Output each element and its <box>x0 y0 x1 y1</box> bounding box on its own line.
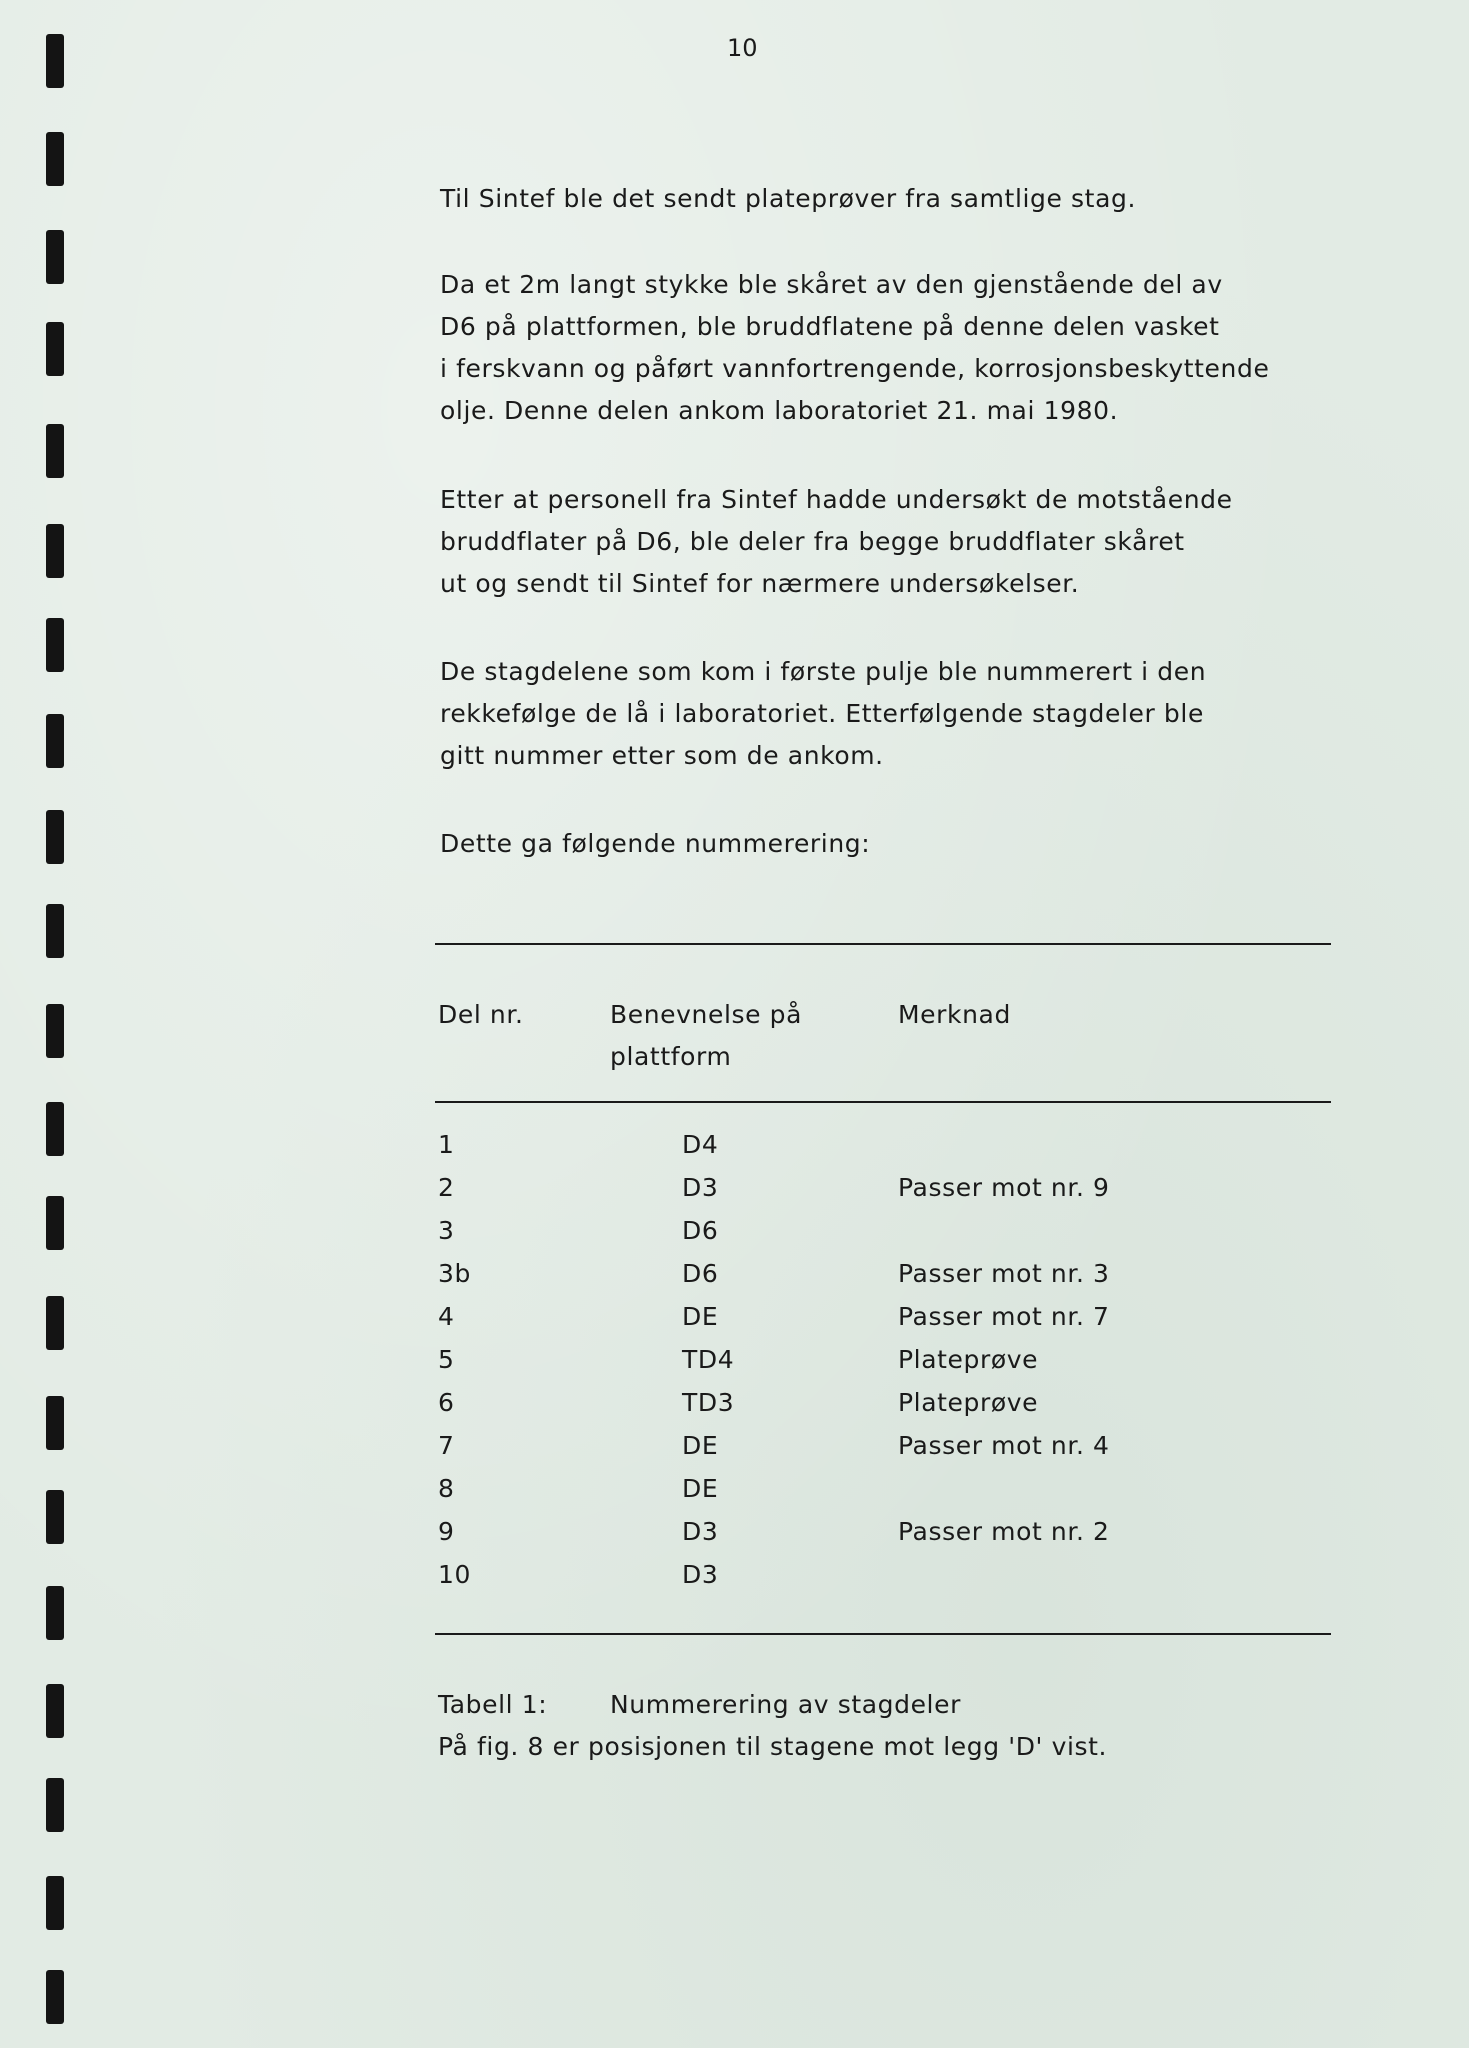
cell-del-nr: 3 <box>438 1216 455 1245</box>
paragraph-line: Etter at personell fra Sintef hadde undersøkt de motstående <box>440 485 1233 514</box>
table-row <box>0 1338 1469 1381</box>
paragraph-line: rekkefølge de lå i laboratoriet. Etterfølgende stagdeler ble <box>440 699 1204 728</box>
binding-hole-mark <box>46 524 64 578</box>
paragraph-line: olje. Denne delen ankom laboratoriet 21. mai 1980. <box>440 396 1119 425</box>
table-row <box>0 1295 1469 1338</box>
paragraph <box>440 823 870 865</box>
table-header-benevnelse <box>610 994 802 1078</box>
cell-merknad: Passer mot nr. 7 <box>898 1302 1110 1331</box>
cell-benevnelse: D4 <box>682 1130 719 1159</box>
table-header-benevnelse-line2: plattform <box>610 1042 732 1071</box>
footnote: På fig. 8 er posisjonen til stagene mot legg 'D' vist. <box>438 1732 1108 1761</box>
table-row <box>0 1510 1469 1553</box>
cell-del-nr: 10 <box>438 1560 472 1589</box>
cell-merknad: Passer mot nr. 2 <box>898 1517 1110 1546</box>
cell-merknad: Plateprøve <box>898 1388 1039 1417</box>
binding-hole-mark <box>46 904 64 958</box>
table-header-rule <box>435 1101 1331 1103</box>
table-header-merknad: Merknad <box>898 1000 1011 1029</box>
table-row <box>0 1166 1469 1209</box>
cell-merknad: Passer mot nr. 3 <box>898 1259 1110 1288</box>
paragraph-line: Da et 2m langt stykke ble skåret av den gjenstående del av <box>440 270 1223 299</box>
cell-del-nr: 3b <box>438 1259 471 1288</box>
binding-hole-mark <box>46 1684 64 1738</box>
cell-merknad: Passer mot nr. 4 <box>898 1431 1110 1460</box>
table-row <box>0 1252 1469 1295</box>
cell-del-nr: 8 <box>438 1474 455 1503</box>
cell-benevnelse: D6 <box>682 1216 719 1245</box>
binding-hole-mark <box>46 230 64 284</box>
binding-hole-mark <box>46 1876 64 1930</box>
paragraph-line: i ferskvann og påført vannfortrengende, korrosjonsbeskyttende <box>440 354 1270 383</box>
table-top-rule <box>435 943 1331 945</box>
cell-benevnelse: D3 <box>682 1517 719 1546</box>
table-header-benevnelse-line1: Benevnelse på <box>610 1000 803 1029</box>
paragraph <box>440 651 1206 777</box>
cell-merknad: Plateprøve <box>898 1345 1039 1374</box>
cell-del-nr: 2 <box>438 1173 455 1202</box>
paragraph-line: Til Sintef ble det sendt plateprøver fra samtlige stag. <box>440 184 1136 213</box>
paragraph <box>440 479 1233 605</box>
cell-del-nr: 5 <box>438 1345 455 1374</box>
cell-benevnelse: DE <box>682 1302 719 1331</box>
paragraph-line: bruddflater på D6, ble deler fra begge bruddflater skåret <box>440 527 1185 556</box>
cell-del-nr: 4 <box>438 1302 455 1331</box>
cell-benevnelse: TD3 <box>682 1388 735 1417</box>
table-caption-label: Tabell 1: <box>438 1690 548 1719</box>
cell-benevnelse: TD4 <box>682 1345 735 1374</box>
cell-del-nr: 9 <box>438 1517 455 1546</box>
paragraph <box>440 178 1136 220</box>
cell-benevnelse: DE <box>682 1474 719 1503</box>
cell-merknad: Passer mot nr. 9 <box>898 1173 1110 1202</box>
table-row <box>0 1123 1469 1166</box>
cell-del-nr: 6 <box>438 1388 455 1417</box>
binding-hole-mark <box>46 34 64 88</box>
binding-hole-mark <box>46 714 64 768</box>
binding-hole-mark <box>46 132 64 186</box>
paragraph-line: De stagdelene som kom i første pulje ble nummerert i den <box>440 657 1207 686</box>
table-row <box>0 1424 1469 1467</box>
table-header-del-nr: Del nr. <box>438 1000 524 1029</box>
table-row <box>0 1209 1469 1252</box>
cell-benevnelse: D3 <box>682 1560 719 1589</box>
table-caption-title: Nummerering av stagdeler <box>610 1690 961 1719</box>
table-row <box>0 1553 1469 1596</box>
cell-benevnelse: D3 <box>682 1173 719 1202</box>
paragraph-line: ut og sendt til Sintef for nærmere undersøkelser. <box>440 569 1080 598</box>
table-row <box>0 1381 1469 1424</box>
binding-hole-mark <box>46 1778 64 1832</box>
paragraph-line: gitt nummer etter som de ankom. <box>440 741 884 770</box>
binding-hole-mark <box>46 618 64 672</box>
binding-hole-mark <box>46 424 64 478</box>
binding-hole-mark <box>46 322 64 376</box>
binding-hole-mark <box>46 810 64 864</box>
table-row <box>0 1467 1469 1510</box>
cell-del-nr: 1 <box>438 1130 455 1159</box>
paragraph-line: D6 på plattformen, ble bruddflatene på denne delen vasket <box>440 312 1220 341</box>
table-bottom-rule <box>435 1633 1331 1635</box>
binding-hole-mark <box>46 1004 64 1058</box>
paragraph-line: Dette ga følgende nummerering: <box>440 829 871 858</box>
cell-benevnelse: DE <box>682 1431 719 1460</box>
page-number: 10 <box>727 34 758 62</box>
binding-hole-mark <box>46 1970 64 2024</box>
cell-del-nr: 7 <box>438 1431 455 1460</box>
paragraph <box>440 264 1269 432</box>
cell-benevnelse: D6 <box>682 1259 719 1288</box>
